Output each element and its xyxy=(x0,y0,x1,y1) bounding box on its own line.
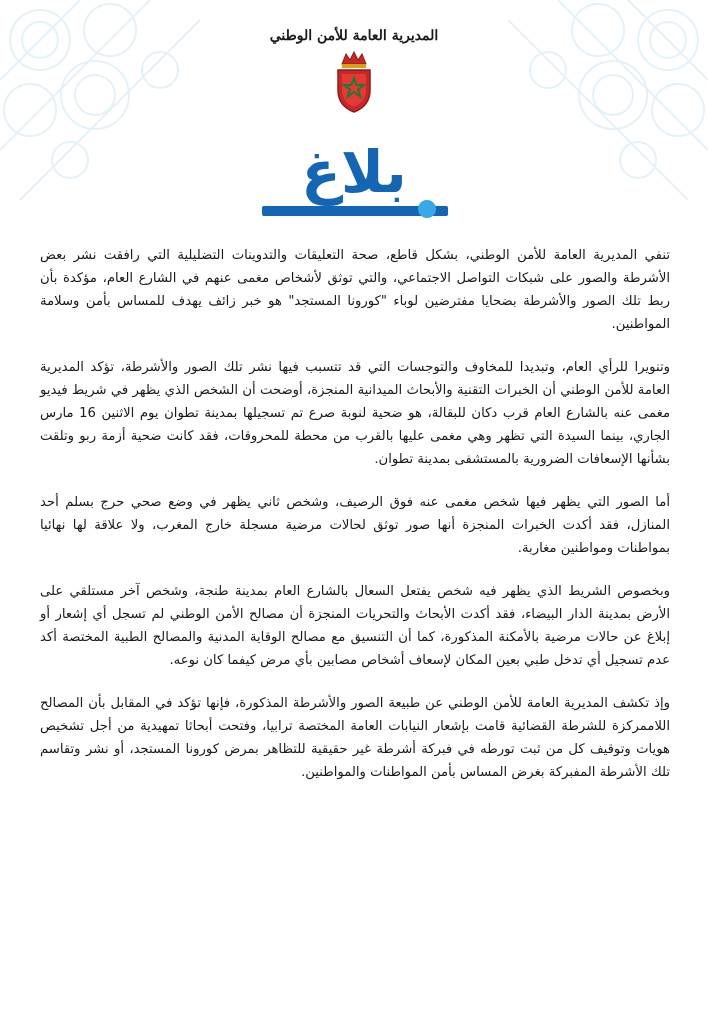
document-title: بلاغ xyxy=(301,138,407,206)
organization-name: المديرية العامة للأمن الوطني xyxy=(269,28,439,44)
letterhead xyxy=(0,28,708,114)
paragraph-1: تنفي المديرية العامة للأمن الوطني، بشكل قاطع، صحة التعليقات والتدوينات التضليلية التي رافقت نشر بعض الأشرطة والصور على شبكات التواصل الاجتماعي، والتي توثق لأشخاص مغمى عنهم في الشارع العام، مؤكدة بأن ربط تلك الصور والأشرطة بضحايا مفترضين لوباء "كورونا المستجد" هو خبر زائف يهدف للمساس بأمن وسلامة المواطنين. xyxy=(40,248,670,332)
paragraph-3: أما الصور التي يظهر فيها شخص مغمى عنه فوق الرصيف، وشخص ثاني يظهر في وضع صحي حرج بسلم أحد المنازل، فقد أكدت الخبرات المنجزة أنها صور توثق لحالات مرضية مسجلة خارج المغرب، ولا علاقة لها نهائيا بمواطنات ومواطنين مغاربة. xyxy=(40,495,670,556)
paragraph-4: وبخصوص الشريط الذي يظهر فيه شخص يفتعل السعال بالشارع العام بمدينة طنجة، وشخص آخر مستلقي على الأرض بمدينة الدار البيضاء، فقد أكدت الأبحاث والتحريات المنجزة أن مصالح الأمن الوطني لم تسجل أي إشعار أو إبلاغ عن حالات مرضية بالأمكنة المذكورة، كما أن التنسيق مع مصالح الوقاية المدنية والمصالح الطبية المختصة أكد عدم تسجيل أي تدخل طبي بعين المكان لإسعاف أشخاص مصابين بأي مرض كيفما كان نوعه. xyxy=(40,584,670,668)
paragraph-2: وتنويرا للرأي العام، وتبديدا للمخاوف والتوجسات التي قد تتسبب فيها نشر تلك الصور والأشرطة، تؤكد المديرية العامة للأمن الوطني أن الخبرات التقنية والأبحاث الميدانية المنجزة، أوضحت أن الشخص الذي يظهر في شريط فيديو مغمى عنه بالشارع العام قرب دكان للبقالة، هو ضحية لنوبة صرع تم تسجيلها بمدينة تطوان يوم الاثنين 16 مارس الجاري، بينما السيدة التي تظهر وهي مغمى عليها بالقرب من محطة للمحروقات، فقد كانت ضحية أزمة ربو وتلقت بشأنها الإسعافات الضرورية بالمستشفى بمدينة تطوان. xyxy=(40,360,671,467)
communique-body xyxy=(40,244,670,804)
title-dot xyxy=(418,200,436,218)
paragraph-5: وإذ تكشف المديرية العامة للأمن الوطني عن طبيعة الصور والأشرطة المذكورة، فإنها تؤكد في المقابل بأن المصالح اللاممركزة للشرطة القضائية قامت بإشعار النيابات العامة المختصة ترابيا، وفتحت أبحاثا تمهيدية من أجل تشخيص هويات وتوقيف كل من ثبت تورطه في فبركة أشرطة غير حقيقية للتظاهر بمرض كورونا المستجد، أو نشر وتقاسم تلك الأشرطة المفبركة بغرض المساس بأمن المواطنات والمواطنين. xyxy=(40,696,670,780)
national-security-emblem-icon xyxy=(332,50,376,114)
